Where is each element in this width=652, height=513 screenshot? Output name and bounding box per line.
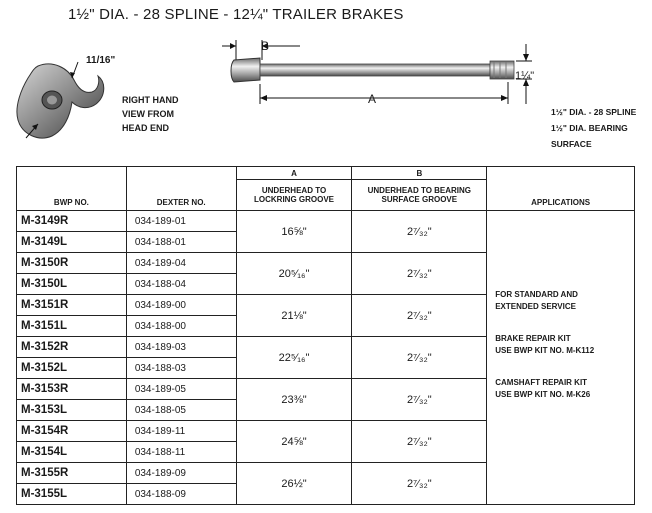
dexter-number: 034-189-04 xyxy=(126,253,236,274)
page-title: 1½" DIA. - 28 SPLINE - 12¼" TRAILER BRAKES xyxy=(68,6,404,23)
bwp-number: M-3150L xyxy=(17,274,127,295)
dimension-a-label: A xyxy=(368,92,377,106)
application-line: BRAKE REPAIR KIT xyxy=(495,334,571,343)
bwp-number: M-3149R xyxy=(17,211,127,232)
header-a-line: UNDERHEAD TO xyxy=(261,186,327,195)
bwp-number: M-3151R xyxy=(17,295,127,316)
header-a-letter: A xyxy=(236,167,352,180)
header-b-line: UNDERHEAD TO BEARING xyxy=(367,186,472,195)
header-b-line: SURFACE GROOVE xyxy=(381,195,458,204)
application-line: CAMSHAFT REPAIR KIT xyxy=(495,378,588,387)
dexter-number: 034-189-09 xyxy=(126,463,236,484)
cam-head-illustration xyxy=(8,58,120,143)
dexter-number: 034-188-03 xyxy=(126,358,236,379)
header-b-letter: B xyxy=(352,167,487,180)
dexter-number: 034-188-00 xyxy=(126,316,236,337)
header-a-line: LOCKRING GROOVE xyxy=(254,195,335,204)
dimension-a-value: 22⁵⁄₁₆" xyxy=(236,337,352,379)
dexter-number: 034-189-00 xyxy=(126,295,236,316)
table-row xyxy=(17,211,635,232)
spec-note xyxy=(551,104,636,152)
bwp-number: M-3155L xyxy=(17,484,127,505)
application-note xyxy=(495,377,634,401)
bwp-number: M-3152L xyxy=(17,358,127,379)
dimension-a-value: 24⅝" xyxy=(236,421,352,463)
application-note xyxy=(495,289,634,313)
bwp-number: M-3149L xyxy=(17,232,127,253)
dexter-number: 034-188-01 xyxy=(126,232,236,253)
dimension-b-value: 2⁷⁄₃₂" xyxy=(352,211,487,253)
header-dexter: DEXTER NO. xyxy=(126,167,236,211)
camshaft-illustration xyxy=(220,34,550,114)
dexter-number: 034-189-01 xyxy=(126,211,236,232)
bwp-number: M-3154L xyxy=(17,442,127,463)
header-a xyxy=(236,180,352,211)
application-line: USE BWP KIT NO. M-K26 xyxy=(495,390,591,399)
dimension-b-value: 2⁷⁄₃₂" xyxy=(352,253,487,295)
dexter-number: 034-188-09 xyxy=(126,484,236,505)
dimension-b-value: 2⁷⁄₃₂" xyxy=(352,337,487,379)
dimension-a-value: 16⅝" xyxy=(236,211,352,253)
bwp-number: M-3154R xyxy=(17,421,127,442)
spec-note-line: SURFACE xyxy=(551,139,592,149)
cam-dimension: 11/16" xyxy=(86,55,116,66)
bwp-number: M-3155R xyxy=(17,463,127,484)
view-note-line: VIEW FROM xyxy=(122,109,174,119)
header-bwp: BWP NO. xyxy=(17,167,127,211)
dimension-b-label: B xyxy=(261,39,270,53)
dimension-b-value: 2⁷⁄₃₂" xyxy=(352,295,487,337)
application-note xyxy=(495,333,634,357)
spec-note-line: 1½" DIA. BEARING xyxy=(551,123,628,133)
dimension-a-value: 20⁵⁄₁₆" xyxy=(236,253,352,295)
application-line: FOR STANDARD AND xyxy=(495,290,578,299)
dimension-a-value: 23⅜" xyxy=(236,379,352,421)
dexter-number: 034-189-05 xyxy=(126,379,236,400)
dimension-b-value: 2⁷⁄₃₂" xyxy=(352,463,487,505)
view-note-line: RIGHT HAND xyxy=(122,95,179,105)
application-line: USE BWP KIT NO. M-K112 xyxy=(495,346,595,355)
application-line: EXTENDED SERVICE xyxy=(495,302,576,311)
bwp-number: M-3153L xyxy=(17,400,127,421)
dexter-number: 034-189-11 xyxy=(126,421,236,442)
header-b xyxy=(352,180,487,211)
dexter-number: 034-188-04 xyxy=(126,274,236,295)
view-note-line: HEAD END xyxy=(122,123,170,133)
dexter-number: 034-188-11 xyxy=(126,442,236,463)
spec-note-line: 1½" DIA. - 28 SPLINE xyxy=(551,107,637,117)
dexter-number: 034-188-05 xyxy=(126,400,236,421)
bwp-number: M-3150R xyxy=(17,253,127,274)
bwp-number: M-3152R xyxy=(17,337,127,358)
applications-cell xyxy=(487,211,635,505)
bwp-number: M-3153R xyxy=(17,379,127,400)
header-applications: APPLICATIONS xyxy=(487,167,635,211)
dimension-b-value: 2⁷⁄₃₂" xyxy=(352,379,487,421)
dimension-a-value: 26½" xyxy=(236,463,352,505)
diameter-label: 1¼" xyxy=(515,70,535,82)
dexter-number: 034-189-03 xyxy=(126,337,236,358)
view-note xyxy=(122,93,179,135)
bwp-number: M-3151L xyxy=(17,316,127,337)
dimension-a-value: 21⅛" xyxy=(236,295,352,337)
dimension-b-value: 2⁷⁄₃₂" xyxy=(352,421,487,463)
camshaft-table xyxy=(16,166,635,505)
